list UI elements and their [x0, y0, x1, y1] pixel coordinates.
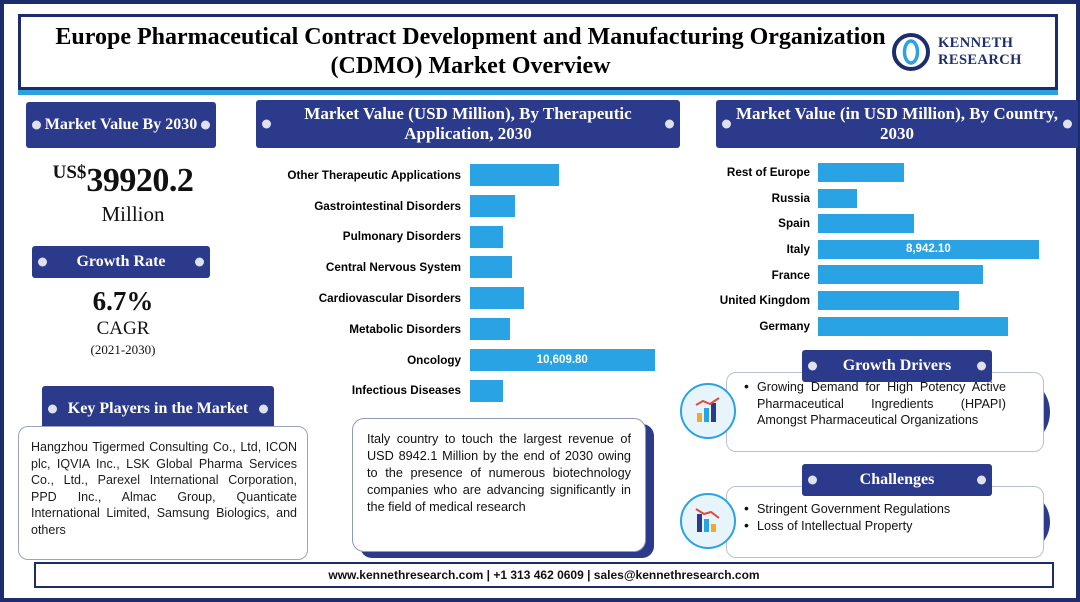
bar [818, 214, 914, 233]
bar-track [470, 222, 684, 253]
bar-track [818, 211, 1058, 237]
bar [470, 256, 512, 278]
chart-bar-row [254, 191, 684, 222]
bar-category-label: Other Therapeutic Applications [287, 168, 461, 182]
bar-category-label: Cardiovascular Disorders [318, 292, 461, 306]
bar-category-label: Metabolic Disorders [349, 322, 461, 336]
bar-track [470, 252, 684, 283]
chart-bar-row [698, 211, 1058, 237]
insight-note: Italy country to touch the largest revenue of USD 8942.1 Million by the end of 2030 owing to the presence of numerous biotechnology companies who are advancing significantly in the field of medical research [352, 418, 646, 552]
bar-chart-down-icon [680, 493, 736, 549]
chart-bar-row [254, 160, 684, 191]
challenge-item: • Loss of Intellectual Property [744, 518, 1006, 535]
bar-track [470, 191, 684, 222]
bar: 10,609.80 [470, 349, 655, 371]
brand-logo [890, 21, 1055, 83]
bar [818, 163, 904, 182]
challenge-item: • Stringent Government Regulations [744, 501, 1006, 518]
market-value-unit: Million [101, 202, 165, 226]
key-players-text: Hangzhou Tigermed Consulting Co., Ltd, ICON plc, IQVIA Inc., LSK Global Pharma Services Co., Ltd., Parexel International Corporation, PPD Inc., Almac Group, Quanticate International Limited, Samsung Biologics, and others [18, 426, 308, 560]
bar [818, 189, 857, 208]
chart-bar-row [254, 252, 684, 283]
bar-track [818, 262, 1058, 288]
growth-rate-banner: Growth Rate [32, 246, 210, 278]
bar-category-label: Oncology [407, 353, 461, 367]
challenges-banner: Challenges [802, 464, 992, 496]
growth-driver-item: • Growing Demand for High Potency Active Pharmaceutical Ingredients (HPAPI) Amongst Pharmaceutical Organizations [744, 379, 1006, 429]
chart-bar-row [698, 288, 1058, 314]
market-value-number: 39920.2 [86, 162, 194, 199]
logo-line-1: KENNETH [938, 35, 1014, 51]
therapeutic-application-bar-chart [254, 160, 684, 406]
bar [470, 195, 515, 217]
bar-track [818, 288, 1058, 314]
header [18, 14, 1058, 90]
country-chart-title: Market Value (in USD Million), By Country, 2030 [716, 100, 1078, 148]
bar-category-label: France [771, 268, 810, 282]
bar-category-label: Spain [778, 217, 810, 231]
chart-bar-row [254, 314, 684, 345]
bar [470, 318, 510, 340]
currency-symbol: US$ [52, 162, 87, 183]
therapeutic-chart-title: Market Value (USD Million), By Therapeutic Application, 2030 [256, 100, 680, 148]
bar-track [470, 283, 684, 314]
bar-track [470, 314, 684, 345]
bar [818, 317, 1008, 336]
bar-track [818, 186, 1058, 212]
bar-category-label: Russia [771, 191, 810, 205]
chart-bar-row [254, 283, 684, 314]
growth-drivers-list [744, 379, 1006, 429]
bar [470, 164, 559, 186]
bar [818, 291, 959, 310]
bar-track [470, 376, 684, 407]
bar-category-label: United Kingdom [719, 294, 810, 308]
bar-category-label: Germany [759, 319, 810, 333]
bar-category-label: Pulmonary Disorders [342, 230, 461, 244]
bar [470, 380, 503, 402]
bar: 8,942.10 [818, 240, 1039, 259]
bar-category-label: Infectious Diseases [351, 384, 461, 398]
bar-category-label: Rest of Europe [726, 166, 810, 180]
bar-chart-up-icon [680, 383, 736, 439]
bar-track [470, 160, 684, 191]
bar [818, 265, 983, 284]
bar-category-label: Gastrointestinal Disorders [314, 199, 461, 213]
bar-category-label: Central Nervous System [325, 261, 461, 275]
chart-bar-row [254, 222, 684, 253]
market-value-banner: Market Value By 2030 [26, 102, 216, 148]
footer-contact: www.kennethresearch.com | +1 313 462 0609 | sales@kennethresearch.com [34, 562, 1054, 588]
bar-track [818, 160, 1058, 186]
chart-bar-row [698, 314, 1058, 340]
challenges-list [744, 501, 1006, 534]
country-bar-chart [698, 160, 1058, 344]
chart-bar-row [698, 237, 1058, 263]
cagr-label: CAGR [96, 318, 150, 339]
chart-bar-row [254, 376, 684, 407]
header-divider [18, 90, 1058, 95]
bar [470, 287, 524, 309]
key-players-banner: Key Players in the Market [42, 386, 274, 432]
bar-track [470, 345, 684, 376]
page-title: Europe Pharmaceutical Contract Development and Manufacturing Organization (CDMO) Market Overview [55, 24, 886, 79]
bar-category-label: Italy [786, 243, 810, 257]
growth-drivers-banner: Growth Drivers [802, 350, 992, 382]
logo-line-2: RESEARCH [938, 52, 1022, 68]
brand-name [938, 35, 1022, 69]
bar [470, 226, 503, 248]
cagr-value: 6.7% [92, 286, 154, 316]
market-value-figure [18, 162, 228, 227]
bar-track [818, 314, 1058, 340]
chart-bar-row [254, 345, 684, 376]
ring-logo-icon [890, 31, 932, 73]
bar-track [818, 237, 1058, 263]
chart-bar-row [698, 186, 1058, 212]
chart-bar-row [698, 262, 1058, 288]
cagr-period: (2021-2030) [90, 342, 156, 357]
growth-rate-figure [18, 286, 228, 358]
chart-bar-row [698, 160, 1058, 186]
